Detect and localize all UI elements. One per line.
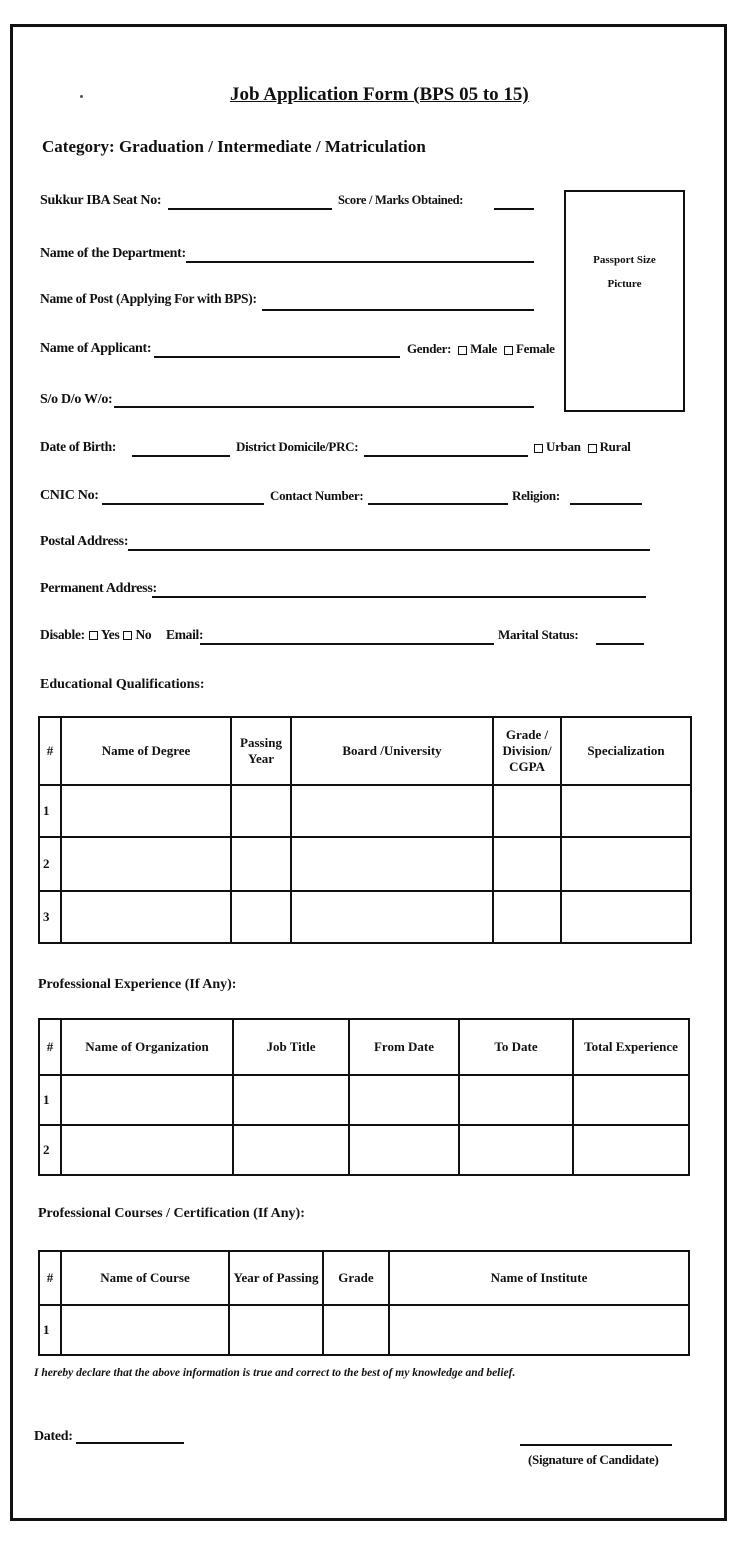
rural-label: Rural: [599, 439, 631, 454]
male-label: Male: [470, 341, 498, 356]
permanent-address-label: Permanent Address:: [40, 581, 157, 596]
urban-checkbox[interactable]: [534, 444, 543, 453]
female-checkbox[interactable]: [504, 346, 513, 355]
domicile-label: District Domicile/PRC:: [236, 439, 359, 454]
disable-no-label: No: [135, 627, 152, 642]
photo-label-line1: Passport Size: [593, 254, 656, 266]
disable-label: Disable:: [40, 627, 85, 642]
from-date-cell[interactable]: [349, 1125, 459, 1175]
specialization-cell[interactable]: [561, 785, 691, 837]
experience-table: [38, 1018, 690, 1176]
table-row: [39, 837, 691, 891]
grade-cell[interactable]: [323, 1305, 389, 1355]
col-header: Board /University: [291, 717, 493, 785]
female-label: Female: [515, 341, 555, 356]
post-label: Name of Post (Applying For with BPS):: [40, 291, 257, 306]
disable-group: [40, 627, 151, 643]
row-number: 1: [39, 1305, 61, 1355]
education-table: [38, 716, 692, 944]
specialization-cell[interactable]: [561, 837, 691, 891]
table-row: [39, 1125, 689, 1175]
form-title: Job Application Form (BPS 05 to 15): [230, 84, 529, 105]
board-cell[interactable]: [291, 837, 493, 891]
col-header: From Date: [349, 1019, 459, 1075]
applicant-field[interactable]: [154, 356, 400, 358]
scan-speck: [80, 95, 83, 98]
grade-cell[interactable]: [493, 785, 561, 837]
degree-cell[interactable]: [61, 785, 231, 837]
email-field[interactable]: [200, 643, 494, 645]
from-date-cell[interactable]: [349, 1075, 459, 1125]
course-name-cell[interactable]: [61, 1305, 229, 1355]
total-experience-cell[interactable]: [573, 1125, 689, 1175]
education-heading: Educational Qualifications:: [40, 677, 205, 692]
disable-yes-label: Yes: [100, 627, 120, 642]
degree-cell[interactable]: [61, 837, 231, 891]
urban-label: Urban: [546, 439, 581, 454]
job-title-cell[interactable]: [233, 1125, 349, 1175]
postal-address-label: Postal Address:: [40, 534, 129, 549]
row-number: 2: [39, 837, 61, 891]
year-cell[interactable]: [231, 891, 291, 943]
to-date-cell[interactable]: [459, 1075, 573, 1125]
table-row: [39, 1075, 689, 1125]
disable-yes-checkbox[interactable]: [89, 631, 98, 640]
score-label: Score / Marks Obtained:: [338, 193, 464, 207]
organization-cell[interactable]: [61, 1075, 233, 1125]
dated-field[interactable]: [76, 1442, 184, 1444]
row-number: 2: [39, 1125, 61, 1175]
marital-status-field[interactable]: [596, 643, 644, 645]
total-experience-cell[interactable]: [573, 1075, 689, 1125]
domicile-field[interactable]: [364, 455, 528, 457]
year-of-passing-cell[interactable]: [229, 1305, 323, 1355]
year-cell[interactable]: [231, 785, 291, 837]
dated-label: Dated:: [34, 1429, 73, 1444]
col-header: #: [39, 1251, 61, 1305]
applicant-label: Name of Applicant:: [40, 341, 152, 356]
grade-cell[interactable]: [493, 837, 561, 891]
declaration-text: I hereby declare that the above information is true and correct to the best of my knowledge and belief.: [34, 1367, 516, 1379]
contact-label: Contact Number:: [270, 488, 364, 503]
passport-photo-box[interactable]: [564, 190, 685, 412]
institute-cell[interactable]: [389, 1305, 689, 1355]
department-field[interactable]: [186, 261, 534, 263]
col-header: Name of Institute: [389, 1251, 689, 1305]
organization-cell[interactable]: [61, 1125, 233, 1175]
col-header: Total Experience: [573, 1019, 689, 1075]
seat-no-field[interactable]: [168, 208, 332, 210]
col-header: Job Title: [233, 1019, 349, 1075]
col-header: Passing Year: [231, 717, 291, 785]
cnic-label: CNIC No:: [40, 488, 99, 503]
male-checkbox[interactable]: [458, 346, 467, 355]
permanent-address-field[interactable]: [152, 596, 646, 598]
rural-checkbox[interactable]: [588, 444, 597, 453]
col-header: Grade / Division/ CGPA: [493, 717, 561, 785]
col-header: To Date: [459, 1019, 573, 1075]
postal-address-field[interactable]: [128, 549, 650, 551]
gender-label: Gender:: [407, 341, 452, 356]
area-group: [530, 439, 631, 455]
col-header: #: [39, 1019, 61, 1075]
religion-field[interactable]: [570, 503, 642, 505]
dob-label: Date of Birth:: [40, 439, 117, 454]
board-cell[interactable]: [291, 785, 493, 837]
courses-table: [38, 1250, 690, 1356]
disable-no-checkbox[interactable]: [123, 631, 132, 640]
col-header: Grade: [323, 1251, 389, 1305]
board-cell[interactable]: [291, 891, 493, 943]
marital-status-label: Marital Status:: [498, 627, 579, 642]
contact-field[interactable]: [368, 503, 508, 505]
religion-label: Religion:: [512, 488, 560, 503]
job-title-cell[interactable]: [233, 1075, 349, 1125]
degree-cell[interactable]: [61, 891, 231, 943]
table-row: [39, 785, 691, 837]
col-header: #: [39, 717, 61, 785]
category-label: Category: Graduation / Intermediate / Matriculation: [42, 137, 426, 156]
dob-field[interactable]: [132, 455, 230, 457]
cnic-field[interactable]: [102, 503, 264, 505]
courses-heading: Professional Courses / Certification (If Any):: [38, 1206, 305, 1221]
signature-label: (Signature of Candidate): [528, 1452, 659, 1467]
col-header: Name of Course: [61, 1251, 229, 1305]
row-number: 3: [39, 891, 61, 943]
experience-heading: Professional Experience (If Any):: [38, 977, 237, 992]
relation-label: S/o D/o W/o:: [40, 392, 113, 407]
photo-label-line2: Picture: [607, 278, 642, 290]
score-field[interactable]: [494, 208, 534, 210]
col-header: Specialization: [561, 717, 691, 785]
to-date-cell[interactable]: [459, 1125, 573, 1175]
department-label: Name of the Department:: [40, 246, 186, 261]
specialization-cell[interactable]: [561, 891, 691, 943]
relation-field[interactable]: [114, 406, 534, 408]
gender-group: [407, 341, 555, 357]
row-number: 1: [39, 785, 61, 837]
col-header: Year of Passing: [229, 1251, 323, 1305]
row-number: 1: [39, 1075, 61, 1125]
col-header: Name of Degree: [61, 717, 231, 785]
signature-line[interactable]: [520, 1444, 672, 1446]
col-header: Name of Organization: [61, 1019, 233, 1075]
email-label: Email:: [166, 627, 204, 642]
post-field[interactable]: [262, 309, 534, 311]
table-row: [39, 891, 691, 943]
grade-cell[interactable]: [493, 891, 561, 943]
table-row: [39, 1305, 689, 1355]
seat-no-label: Sukkur IBA Seat No:: [40, 193, 162, 208]
year-cell[interactable]: [231, 837, 291, 891]
